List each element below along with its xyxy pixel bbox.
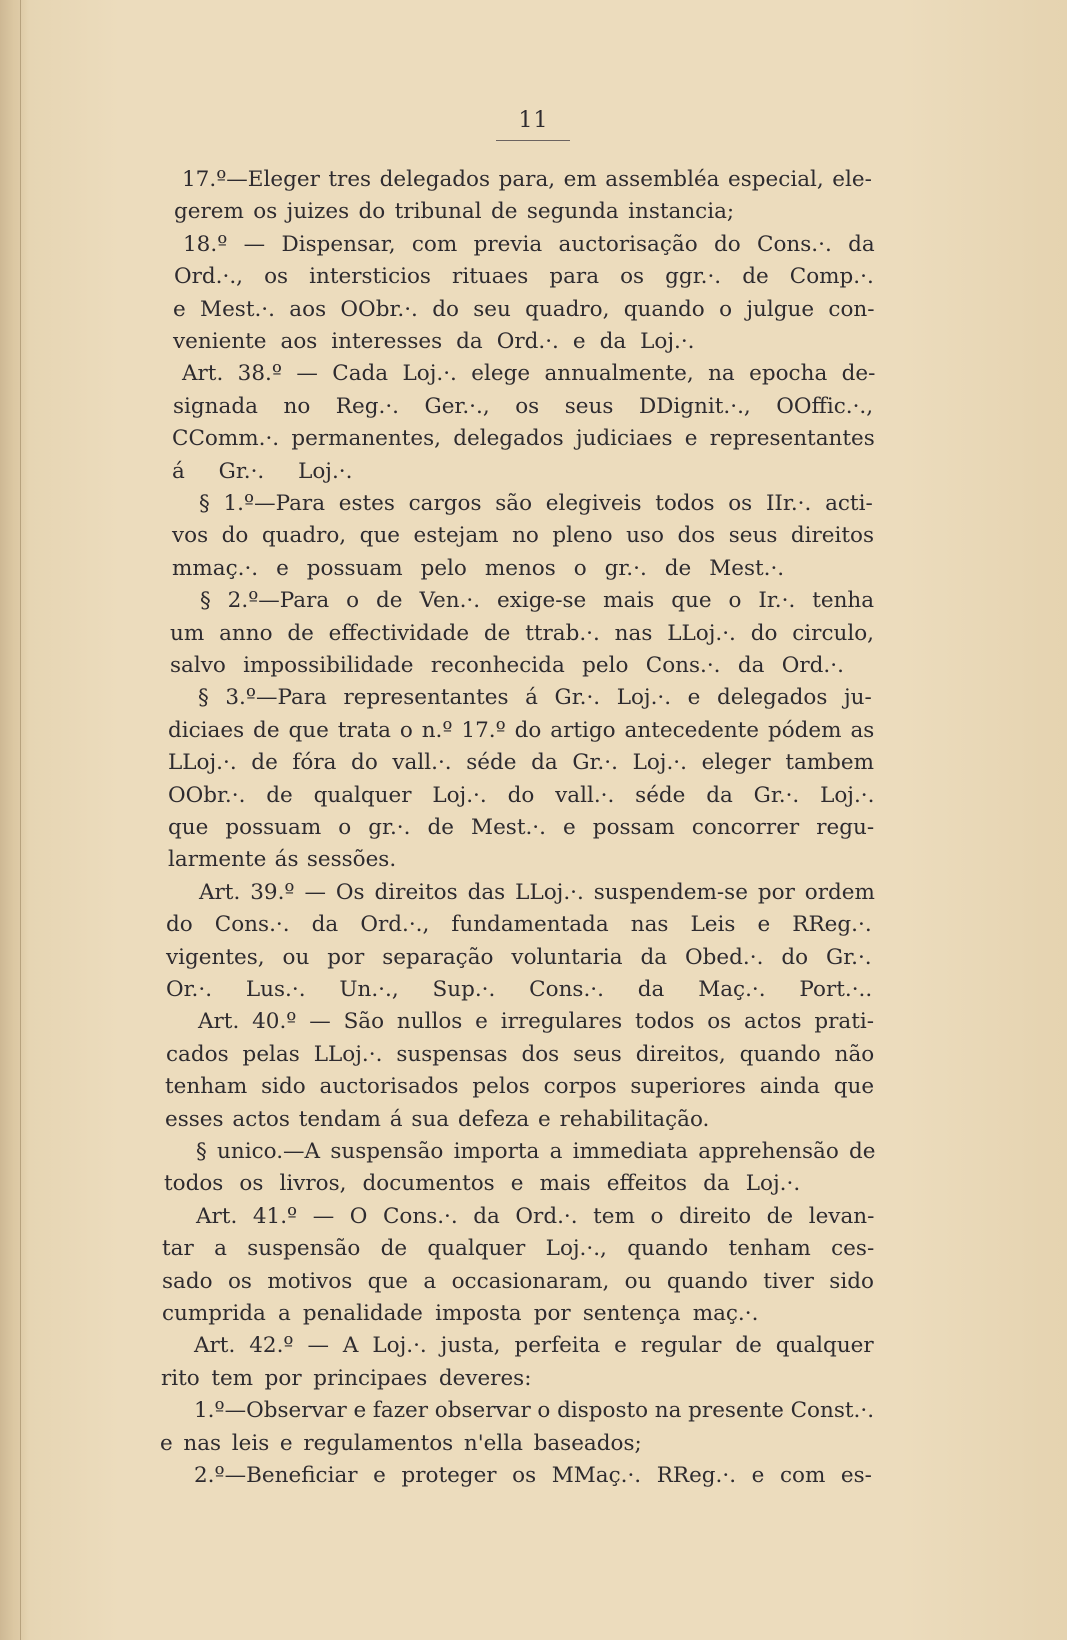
text-line: 17.º—Eleger tres delegados para, em assembléa especial, ele- <box>182 167 872 192</box>
text-line: § 3.º—Para representantes á Gr.·. Loj.·. e delegados ju- <box>198 685 872 711</box>
text-line: Art. 42.º — A Loj.·. justa, perfeita e regular de qualquer <box>194 1333 874 1359</box>
text-line: todos os livros, documentos e mais effeitos da Loj.·. <box>164 1171 801 1197</box>
binding-line <box>20 0 21 1640</box>
text-line: LLoj.·. de fóra do vall.·. séde da Gr.·. Loj.·. eleger tambem <box>168 750 875 776</box>
text-line: e Mest.·. aos OObr.·. do seu quadro, quando o julgue con- <box>173 296 875 322</box>
text-line: Art. 40.º — São nullos e irregulares todos os actos prati- <box>198 1009 874 1035</box>
text-line: larmente ás sessões. <box>168 847 397 873</box>
text-line: Ord.·., os intersticios rituaes para os ggr.·. de Comp.·. <box>174 264 874 290</box>
text-line: do Cons.·. da Ord.·., fundamentada nas Leis e RReg.·. <box>166 912 872 938</box>
text-line: que possuam o gr.·. de Mest.·. e possam concorrer regu- <box>168 815 875 840</box>
text-line: vos do quadro, que estejam no pleno uso dos seus direitos <box>172 523 875 549</box>
page-number: 11 <box>518 108 549 133</box>
text-line: Art. 39.º — Os direitos das LLoj.·. suspendem-se por ordem <box>199 879 875 905</box>
text-line: á Gr.·. Loj.·. <box>172 458 353 484</box>
text-line: diciaes de que trata o n.º 17.º do artigo antecedente pódem as <box>168 717 875 743</box>
text-line: gerem os juizes do tribunal de segunda instancia; <box>174 199 735 225</box>
text-line: Art. 38.º — Cada Loj.·. elege annualmente, na epocha de- <box>182 361 876 387</box>
text-line: § unico.—A suspensão importa a immediata apprehensão de <box>196 1139 876 1164</box>
text-line: e nas leis e regulamentos n'ella baseados; <box>160 1430 642 1456</box>
text-line: esses actos tendam á sua defeza e rehabilitação. <box>165 1106 710 1132</box>
text-line: cados pelas LLoj.·. suspensas dos seus direitos, quando não <box>166 1041 875 1067</box>
text-line: rito tem por principaes deveres: <box>161 1365 532 1391</box>
text-line: 1.º—Observar e fazer observar o disposto na presente Const.·. <box>194 1398 875 1424</box>
text-line: tar a suspensão de qualquer Loj.·., quando tenham ces- <box>162 1236 875 1262</box>
page-binding-edge <box>0 0 28 1640</box>
text-line: mmaç.·. e possuam pelo menos o gr.·. de Mest.·. <box>172 555 785 581</box>
text-line: § 1.º—Para estes cargos são elegiveis todos os IIr.·. acti- <box>199 491 873 516</box>
text-line: § 2.º—Para o de Ven.·. exige-se mais que o Ir.·. tenha <box>200 588 875 614</box>
text-line: veniente aos interesses da Ord.·. e da Loj.·. <box>173 329 695 354</box>
text-line: CComm.·. permanentes, delegados judiciaes e representantes <box>172 426 875 452</box>
text-line: um anno de effectividade de ttrab.·. nas LLoj.·. do circulo, <box>170 620 874 646</box>
text-line: tenham sido auctorisados pelos corpos superiores ainda que <box>165 1074 875 1100</box>
text-line: 2.º—Beneficiar e proteger os MMaç.·. RReg.·. e com es- <box>194 1463 872 1488</box>
text-line: sado os motivos que a occasionaram, ou quando tiver sido <box>162 1268 874 1294</box>
page-number-rule <box>496 140 570 141</box>
text-line: 18.º — Dispensar, com previa auctorisação do Cons.·. da <box>183 231 875 257</box>
text-line: cumprida a penalidade imposta por sentença maç.·. <box>162 1301 759 1326</box>
text-line: salvo impossibilidade reconhecida pelo Cons.·. da Ord.·. <box>170 653 844 678</box>
text-line: vigentes, ou por separação voluntaria da Obed.·. do Gr.·. <box>166 944 872 970</box>
text-line: Or.·. Lus.·. Un.·., Sup.·. Cons.·. da Maç.·. Port.·.. <box>166 977 873 1002</box>
text-line: Art. 41.º — O Cons.·. da Ord.·. tem o direito de levan- <box>196 1203 875 1229</box>
text-line: OObr.·. de qualquer Loj.·. do vall.·. séde da Gr.·. Loj.·. <box>168 782 875 808</box>
text-line: signada no Reg.·. Ger.·., os seus DDignit.·., OOffic.·., <box>173 393 874 419</box>
